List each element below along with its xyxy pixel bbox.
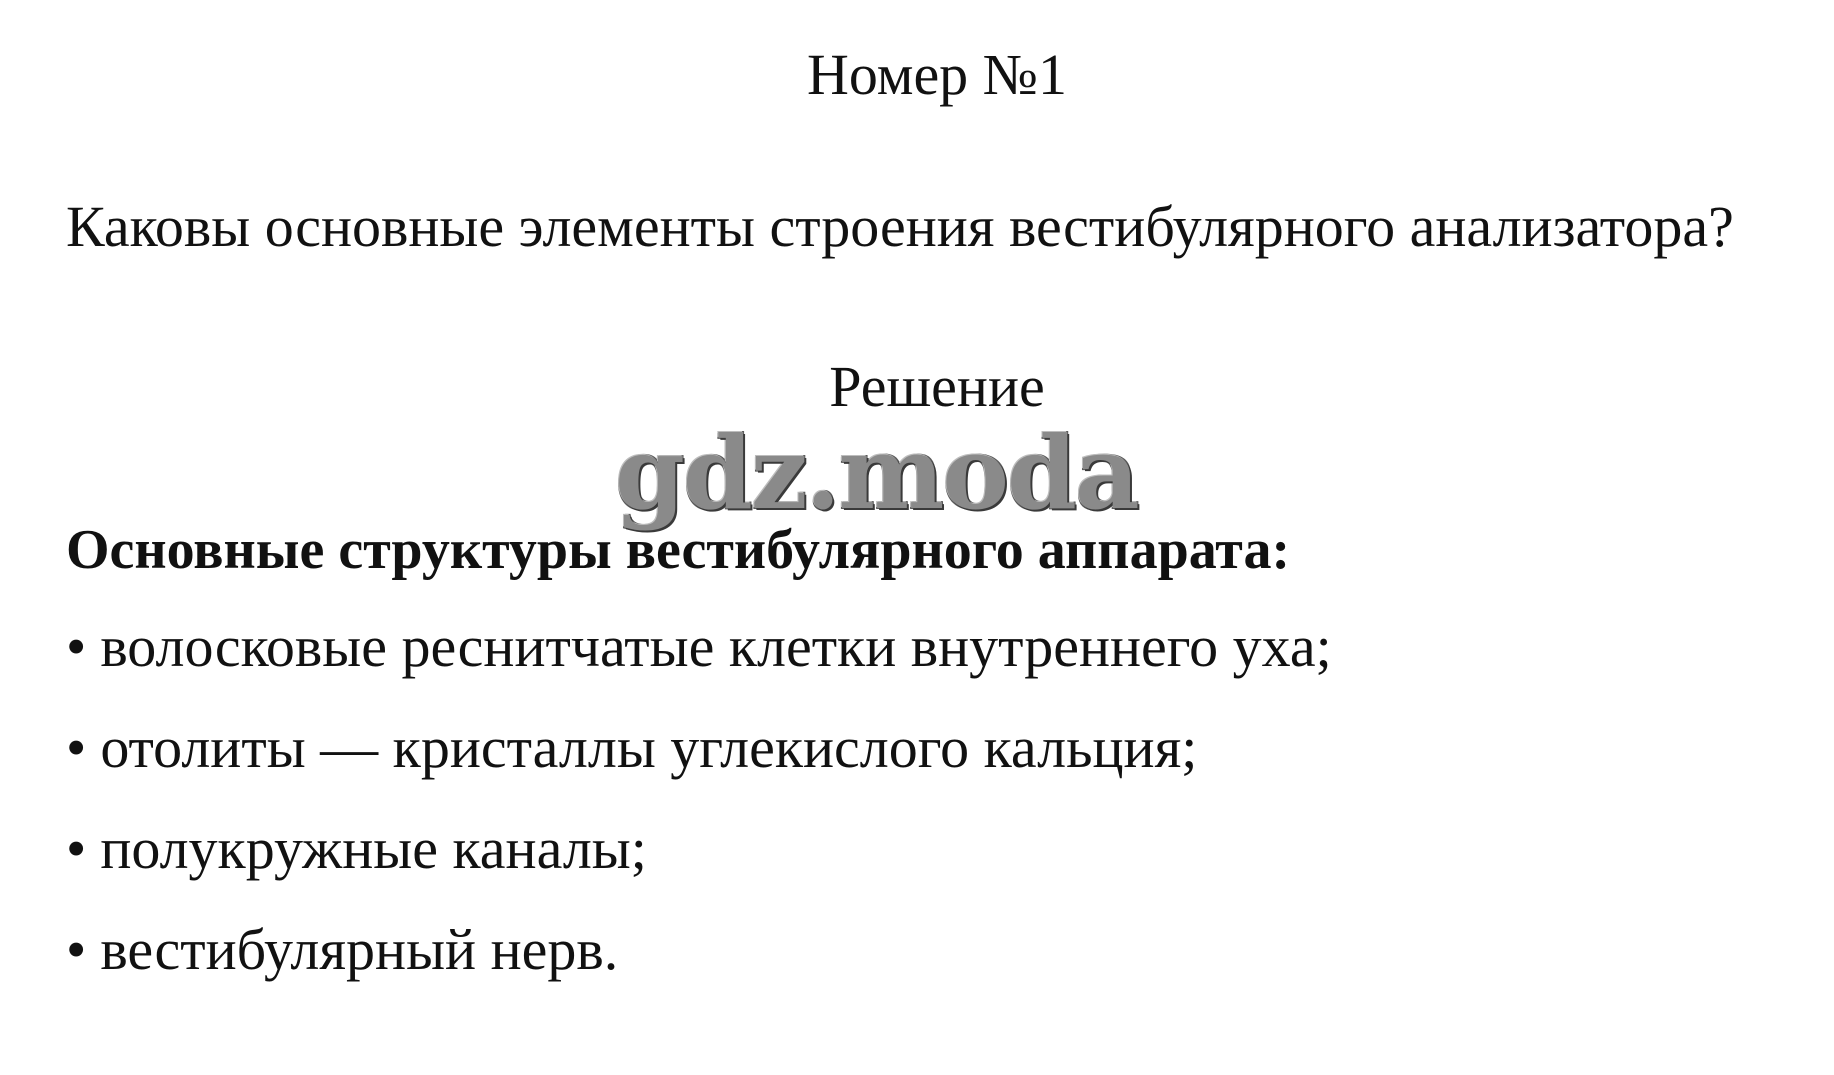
list-item-text: вестибулярный нерв. bbox=[100, 917, 619, 982]
list-item bbox=[66, 612, 1332, 713]
list-item bbox=[66, 814, 1332, 915]
answer-list bbox=[66, 612, 1332, 1016]
bullet-icon: • bbox=[66, 917, 87, 982]
list-item bbox=[66, 713, 1332, 814]
question-text: Каковы основные элементы строения вестибулярного анализатора? bbox=[66, 194, 1734, 259]
exercise-title: Номер №1 bbox=[806, 42, 1068, 107]
watermark-logo: gdz.moda bbox=[615, 414, 1138, 532]
bullet-icon: • bbox=[66, 715, 87, 780]
bullet-icon: • bbox=[66, 614, 87, 679]
answer-heading: Основные структуры вестибулярного аппарата: bbox=[66, 519, 1291, 581]
list-item-text: полукружные каналы; bbox=[100, 816, 647, 881]
list-item-text: волосковые реснитчатые клетки внутреннего уха; bbox=[100, 614, 1332, 679]
list-item bbox=[66, 915, 1332, 1016]
bullet-icon: • bbox=[66, 816, 87, 881]
list-item-text: отолиты — кристаллы углекислого кальция; bbox=[100, 715, 1198, 780]
solution-heading: Решение bbox=[829, 354, 1045, 419]
